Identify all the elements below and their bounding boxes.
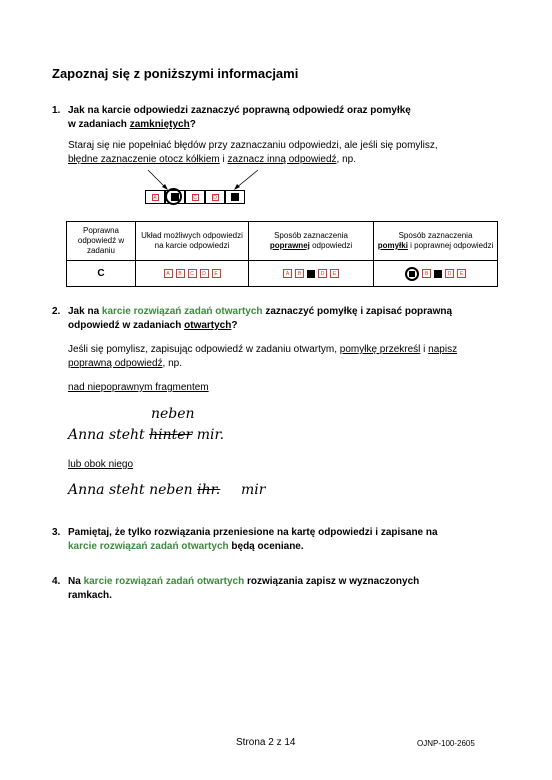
question-text: Jak na karcie rozwiązań zadań otwartych zaznaczyć pomyłkę i zapisać poprawną odpowiedź w zadaniach otwartych? (68, 306, 453, 331)
sample-cell-a: A (145, 190, 165, 204)
handwriting-example-2: Anna steht neben ihr. (68, 482, 221, 498)
page-heading: Zapoznaj się z poniższymi informacjami (52, 66, 299, 81)
item-number: 3. (52, 527, 61, 538)
item-number: 1. (52, 105, 61, 116)
sample-cell-d: D (205, 190, 225, 204)
error-mark-cell: B D E (374, 261, 498, 287)
instruction-3 (52, 526, 502, 554)
handwriting-example-1: Anna steht hinter mir. (68, 427, 225, 443)
sample-cell-c: C (185, 190, 205, 204)
instruction-text: Na karcie rozwiązań zadań otwartych rozwiązania zapisz w wyznaczonych ramkach. (68, 576, 420, 601)
circled-error (405, 267, 419, 281)
label-above: nad niepoprawnym fragmentem (68, 382, 209, 393)
handwriting-correction-beside: mir (241, 482, 266, 498)
filled-box (434, 270, 442, 278)
answer-sheet-table (66, 221, 498, 287)
question-text: Jak na karcie odpowiedzi zaznaczyć poprawną odpowiedź oraz pomyłkę w zadaniach zamkniętych? (68, 105, 411, 130)
filled-box (307, 270, 315, 278)
header-correct-mark: Sposób zaznaczenia poprawnej odpowiedzi (249, 222, 374, 261)
instruction-4 (52, 575, 502, 603)
item-number: 2. (52, 306, 61, 317)
sample-cell-marked (225, 190, 245, 204)
instruction-text: Pamiętaj, że tylko rozwiązania przeniesione na kartę odpowiedzi i zapisane na karcie rozwiązań zadań otwartych będą oceniane. (68, 527, 438, 552)
header-error-mark: Sposób zaznaczenia pomyłki i poprawnej odpowiedzi (374, 222, 498, 261)
sample-cell-circled (165, 190, 185, 204)
arrow-left (148, 170, 166, 188)
item-number: 4. (52, 576, 61, 587)
correct-mark-cell: A B D E (249, 261, 374, 287)
correct-answer: C (67, 261, 136, 287)
instruction-2 (52, 305, 502, 371)
header-correct: Poprawna odpowiedź w zadaniu (67, 222, 136, 261)
handwriting-correction-above: neben (151, 406, 195, 422)
layout-cell: A B C D E (136, 261, 249, 287)
page-number: Strona 2 z 14 (236, 737, 296, 748)
exam-code: OJNP-100-2605 (417, 739, 475, 748)
error-circle (165, 188, 182, 205)
arrow-right (236, 170, 258, 188)
sample-answer-row (145, 190, 245, 204)
label-beside: lub obok niego (68, 459, 134, 470)
header-layout: Układ możliwych odpowiedzi na karcie odpowiedzi (136, 222, 249, 261)
body-text: Jeśli się pomylisz, zapisując odpowiedź w zadaniu otwartym, pomyłkę przekreśl i napisz poprawną odpowiedź, np. (68, 344, 458, 369)
body-text: Staraj się nie popełniać błędów przy zaznaczaniu odpowiedzi, ale jeśli się pomylisz, błędne zaznaczenie otocz kółkiem i zaznacz inną odpowiedź, np. (68, 140, 438, 165)
